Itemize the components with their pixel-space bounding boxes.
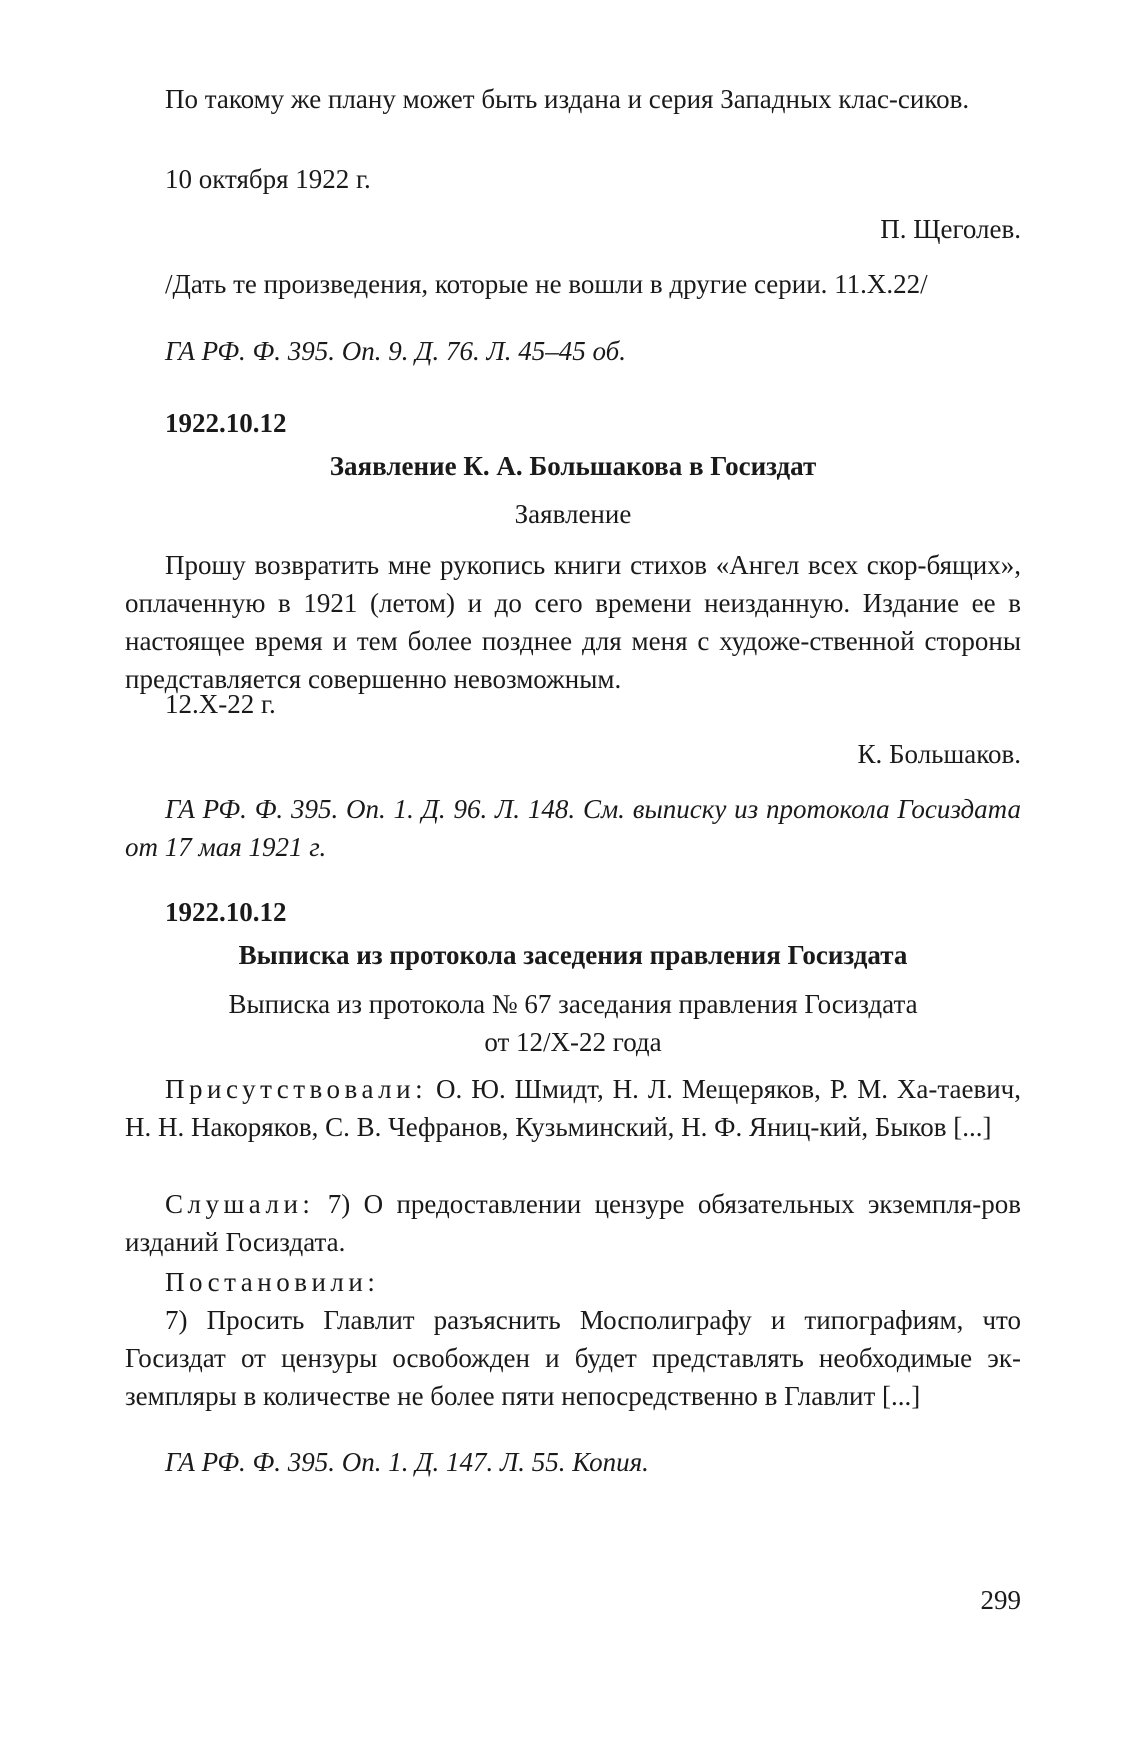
- doc1-date-code: 1922.10.12: [165, 408, 287, 438]
- doc1-signature: К. Большаков.: [857, 739, 1021, 769]
- doc2-heard-text: 7) О предоставлении цензуре обязательных экземпля-ров изданий Госиздата.: [125, 1189, 1021, 1257]
- doc1-title: Заявление К. А. Большакова в Госиздат: [329, 451, 817, 481]
- doc1-source: ГА РФ. Ф. 395. Оп. 1. Д. 96. Л. 148. См. выписку из протокола Госиздата от 17 мая 1921 г.: [125, 794, 1021, 862]
- doc2-title: Выписка из протокола заседения правления Госиздата: [238, 940, 908, 970]
- doc2-resolved-label-line: [125, 1263, 1021, 1301]
- doc2-present-text: О. Ю. Шмидт, Н. Л. Мещеряков, Р. М. Ха-таевич, Н. Н. Накоряков, С. В. Чефранов, Кузьминский, Н. Ф. Яниц-кий, Быков [...]: [125, 1074, 1021, 1142]
- doc2-heard-paragraph: [125, 1185, 1021, 1261]
- doc2-date-code: 1922.10.12: [165, 897, 287, 927]
- doc2-present-label: Присутствовали:: [165, 1074, 428, 1104]
- doc2-resolved-label: Постановили:: [165, 1267, 380, 1297]
- prev-doc-signature: П. Щеголев.: [880, 214, 1021, 244]
- prev-doc-date: 10 октября 1922 г.: [165, 164, 371, 194]
- doc2-subtitle-line1: Выписка из протокола № 67 заседания правления Госиздата: [228, 989, 918, 1019]
- doc2-subtitle-line2: от 12/X-22 года: [484, 1027, 662, 1057]
- doc2-resolved-text: 7) Просить Главлит разъяснить Мосполиграфу и типографиям, что Госиздат от цензуры освобожден и будет представлять необходимые эк-земпляры в количестве не более пяти непосредственно в Главлит [...]: [125, 1305, 1021, 1411]
- doc2-heard-label: Слушали:: [165, 1189, 315, 1219]
- doc1-subtitle: Заявление: [514, 499, 632, 529]
- doc1-date: 12.X-22 г.: [165, 689, 276, 719]
- doc1-body: Прошу возвратить мне рукопись книги стихов «Ангел всех скор-бящих», оплаченную в 1921 (летом) и до сего времени неизданную. Издание ее в настоящее время и тем более позднее для меня с художе-ственной стороны представляется совершенно невозможным.: [125, 550, 1021, 694]
- prev-doc-source: ГА РФ. Ф. 395. Оп. 9. Д. 76. Л. 45–45 об.: [165, 336, 626, 366]
- doc2-source: ГА РФ. Ф. 395. Оп. 1. Д. 147. Л. 55. Копия.: [165, 1447, 649, 1477]
- doc2-present-paragraph: [125, 1070, 1021, 1146]
- prev-doc-paragraph: По такому же плану может быть издана и серия Западных клас-сиков.: [165, 84, 970, 114]
- page-number: 299: [980, 1585, 1021, 1615]
- prev-doc-resolution: /Дать те произведения, которые не вошли в другие серии. 11.X.22/: [165, 269, 928, 299]
- doc2-subtitle: [125, 985, 1021, 1061]
